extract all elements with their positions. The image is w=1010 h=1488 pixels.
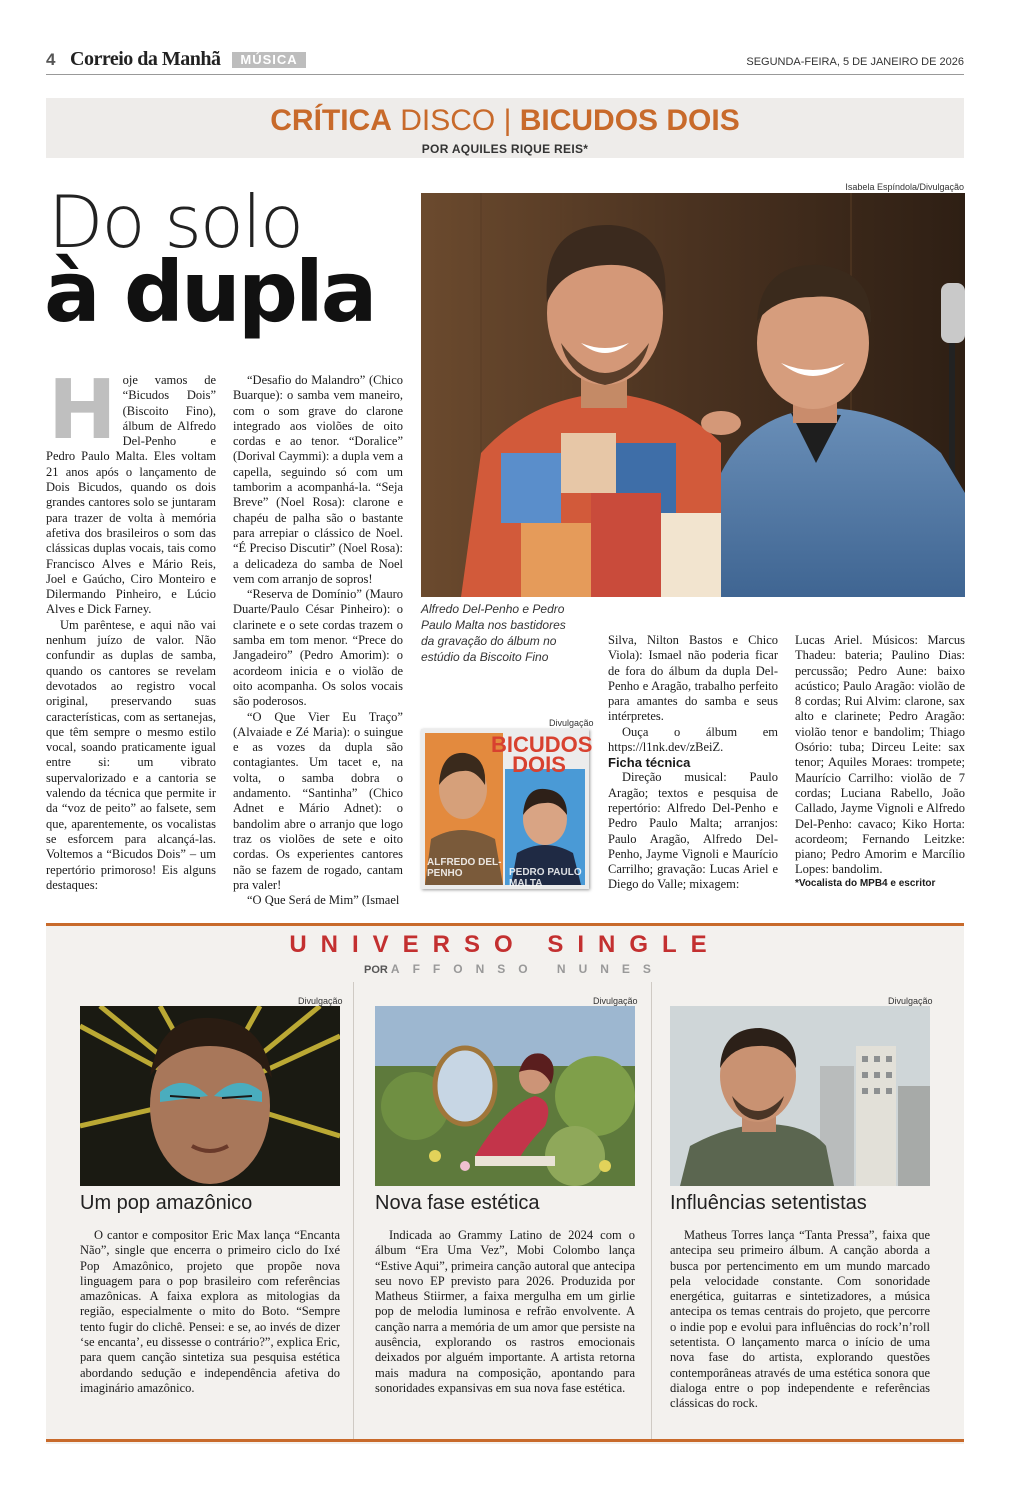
headline-line-2: à dupla	[44, 243, 375, 341]
card-paragraph: Indicada ao Grammy Latino de 2024 com o álbum “Era Uma Vez”, Mobi Colombo lança “Estive Aqui”, primeira canção autoral que antecipa seu novo EP previsto para 2026. Produzida por Matheus Stiirmer, a faixa mergulha em um girlie pop de melodia luminosa e refrão envolvente. A canção narra a memória de um amor que persiste na ausência, explorando os rastros emocionais deixados por alguém importante. A artista retorna mais madura na composição, apontando para sonoridades expansivas em sua nova fase estética.	[375, 1228, 635, 1395]
card-paragraph: Matheus Torres lança “Tanta Pressa”, faixa que antecipa seu primeiro álbum. A canção aborda a busca por pertencimento em um mundo marcado pela velocidade constante. Com sonoridade energética, guitarras e sintetizadores, a música antecipa os temas centrais do projeto, que percorre o indie pop e evolui para influências do rock’n’roll setentista. O lançamento marca o início de uma nova fase do artista, explorando questões contemporâneas através de uma estética sonora que dialoga entre o pop independente e referências clássicas do rock.	[670, 1228, 930, 1411]
album-title	[491, 732, 593, 777]
article-paragraph: Um parêntese, e aqui não vai nenhum juízo de valor. Não confundir as duplas de samba, quando os cantores se revelam devotados ao registro vocal original, preservando suas características, com as sertanejas, que têm sempre o mesmo estilo vocal, soando praticamente igual entre si: um vibrato supervalorizado e a cantoria se valendo da técnica que permite ir da “voz de peito” ao falsete, sem que, aparentemente, os vocalistas se esforcem para alcançá-las. Voltemos a “Bicudos Dois” – um repertório primoroso! Eis alguns destaques:	[46, 617, 216, 892]
ficha-tecnica-heading: Ficha técnica	[608, 755, 691, 771]
card-image-matheus-torres	[670, 1006, 930, 1186]
universo-single-section	[46, 926, 964, 1444]
edition-date: SEGUNDA-FEIRA, 5 DE JANEIRO DE 2026	[746, 56, 964, 68]
headline-line-1: Do solo	[48, 180, 302, 264]
article-column-4	[795, 633, 965, 889]
section-divider-bottom	[46, 1439, 964, 1442]
publication-name: Correio da Manhã	[70, 48, 221, 70]
article-paragraph: “O Que Será de Mim” (Ismael	[247, 893, 400, 908]
article-column-2	[233, 373, 403, 908]
section-badge: MÚSICA	[232, 52, 306, 68]
article-paragraph: Ouça o álbum em https://l1nk.dev/zBeiZ.	[608, 724, 778, 755]
main-photo	[421, 193, 965, 597]
article-paragraph: “O Que Vier Eu Traço” (Alvaiade e Zé Maria): o suingue e as vozes da dupla são contagiantes. Um tacet e, na volta, o samba dobra o andamento. “Santinha” (Chico Adnet e Mário Adnet): o bandolim abre o arranjo que logo traz os violões de sete e oito cordas. Os experientes cantores não se fazem de rogado, cantam pra valer!	[233, 709, 403, 892]
critica-byline: POR AQUILES RIQUE REIS*	[421, 142, 589, 156]
card-text	[670, 1228, 930, 1412]
card-title: Um pop amazônico	[80, 1192, 253, 1214]
card-credit: Divulgação	[298, 996, 343, 1006]
column-separator	[353, 982, 354, 1440]
critica-banner	[46, 98, 964, 158]
column-separator	[651, 982, 652, 1440]
ficha-tecnica-text: Direção musical: Paulo Aragão; textos e pesquisa de repertório: Alfredo Del-Penho e Pedro Paulo Malta; arranjos: Paulo Aragão, Alfredo Del-Penho, Jayme Vignoli e Maurício Carrilho; gravação: Lucas Ariel e Diego do Valle; mixagem:	[608, 770, 778, 892]
article-column-1	[46, 363, 216, 893]
article-paragraph: Silva, Nilton Bastos e Chico Viola): Ismael não poderia ficar de fora do álbum da dupla Del-Penho e Aragão, trabalho perfeito para amantes do samba e seus intérpretes.	[608, 633, 778, 724]
universo-single-title: UNIVERSO SINGLE	[289, 931, 721, 958]
card-paragraph: O cantor e compositor Eric Max lança “Encanta Não”, single que encerra o primeiro ciclo do Ixé Pop Amazônico, projeto que propõe nova linguagem para o pop brasileiro com referências amazônicas. A faixa explora as mitologias da região, especialmente o mito do Boto. “Sempre tento fugir do clichê. Pensei: e se, ao invés de dizer ‘se encanta’, eu dissesse o contrário?”, explica Eric, para quem canção sintetiza sua pesquisa estética abordando sedução e independência afetiva do imaginário amazônico.	[80, 1228, 340, 1395]
article-paragraph: oje vamos de “Bicudos Dois” (Biscoito Fino), álbum de Alfredo Del-Penho e Pedro Paulo Malta. Eles voltam 21 anos após o lançamento de Dois Bicudos, quando os dois grandes cantores solo se juntaram para trazer de volta à memória afetiva dos brasileiros o som das clássicas duplas vocais, tais como Francisco Alves e Mário Reis, Joel e Gaúcho, Ciro Monteiro e Dilermando Pinheiro, e Lúcio Alves e Dick Farney.	[46, 373, 216, 617]
page-header	[46, 48, 964, 75]
card-title: Influências setentistas	[670, 1192, 867, 1214]
critica-title	[46, 104, 964, 138]
card-text	[80, 1228, 340, 1396]
album-title-line-2: DOIS	[512, 752, 566, 777]
photo-caption: Alfredo Del-Penho e Pedro Paulo Malta nos bastidores da gravação do álbum no estúdio da Biscoito Fino	[421, 602, 566, 664]
album-title-line-1: BICUDOS	[491, 732, 593, 757]
card-image-mobi-colombo	[375, 1006, 635, 1186]
card-image-eric-max	[80, 1006, 340, 1186]
drop-cap: H	[48, 363, 117, 458]
article-column-3	[608, 633, 778, 893]
critica-label: CRÍTICA	[270, 104, 392, 137]
byline-author: AFFONSO NUNES	[390, 962, 664, 976]
critica-type: DISCO |	[400, 104, 512, 137]
card-text	[375, 1228, 635, 1396]
universo-single-byline	[364, 962, 664, 976]
card-credit: Divulgação	[593, 996, 638, 1006]
album-credit: Divulgação	[549, 718, 594, 728]
page-number: 4	[46, 50, 56, 69]
article-paragraph: “Reserva de Domínio” (Mauro Duarte/Paulo César Pinheiro): o clarinete e o sete cordas trazem o samba em tom menor. “Prece do Jangadeiro” (Pedro Amorim): o acordeom inicia e o violão de oito acompanha. Os solos vocais são poderosos.	[233, 587, 403, 709]
author-note: *Vocalista do MPB4 e escritor	[795, 877, 936, 889]
album-artist-right: PEDRO PAULO MALTA	[509, 867, 582, 889]
card-credit: Divulgação	[888, 996, 933, 1006]
album-artist-left: ALFREDO DEL-PENHO	[427, 857, 502, 879]
card-title: Nova fase estética	[375, 1192, 540, 1214]
album-cover	[421, 729, 593, 889]
byline-prefix: POR	[364, 964, 388, 976]
ficha-tecnica-text: Lucas Ariel. Músicos: Marcus Thadeu: bateria; Paulino Dias: percussão; Pedro Aune: baixo acústico; Paulo Aragão: violão de 8 cordas; Rui Alvim: clarone, sax alto e clarinete; Pedro Aragão: violão tenor e bandolim; Thiago Osório: tuba; Dirceu Leite: sax tenor; Aquiles Moraes: trompete; Maurício Carrilho: violão de 7 cordas; Luciana Rabello, João Callado, Jayme Vignoli e Alfredo Del-Penho: cavaco; Kiko Horta: acordeom; Fernando Leitzke: piano; Pedro Amorim e Marcílio Lopes: bandolim.	[795, 633, 965, 877]
photo-credit: Isabela Espíndola/Divulgação	[845, 182, 964, 192]
critica-album: BICUDOS DOIS	[519, 104, 740, 137]
article-paragraph: “Desafio do Malandro” (Chico Buarque): o samba vem maneiro, com o som grave do clarone integrado aos violões de oito cordas e ao tenor. “Doralice” (Dorival Caymmi): a dupla vem a capella, seguindo só com um tamborim a acompanhá-la. “Seja Breve” (Noel Rosa): clarone e chapéu de palha são o bastante para arrepiar o clássico de Noel. “É Preciso Discutir” (Noel Rosa): a delicadeza do samba de Noel vem com arranjo de sopros!	[233, 373, 403, 586]
